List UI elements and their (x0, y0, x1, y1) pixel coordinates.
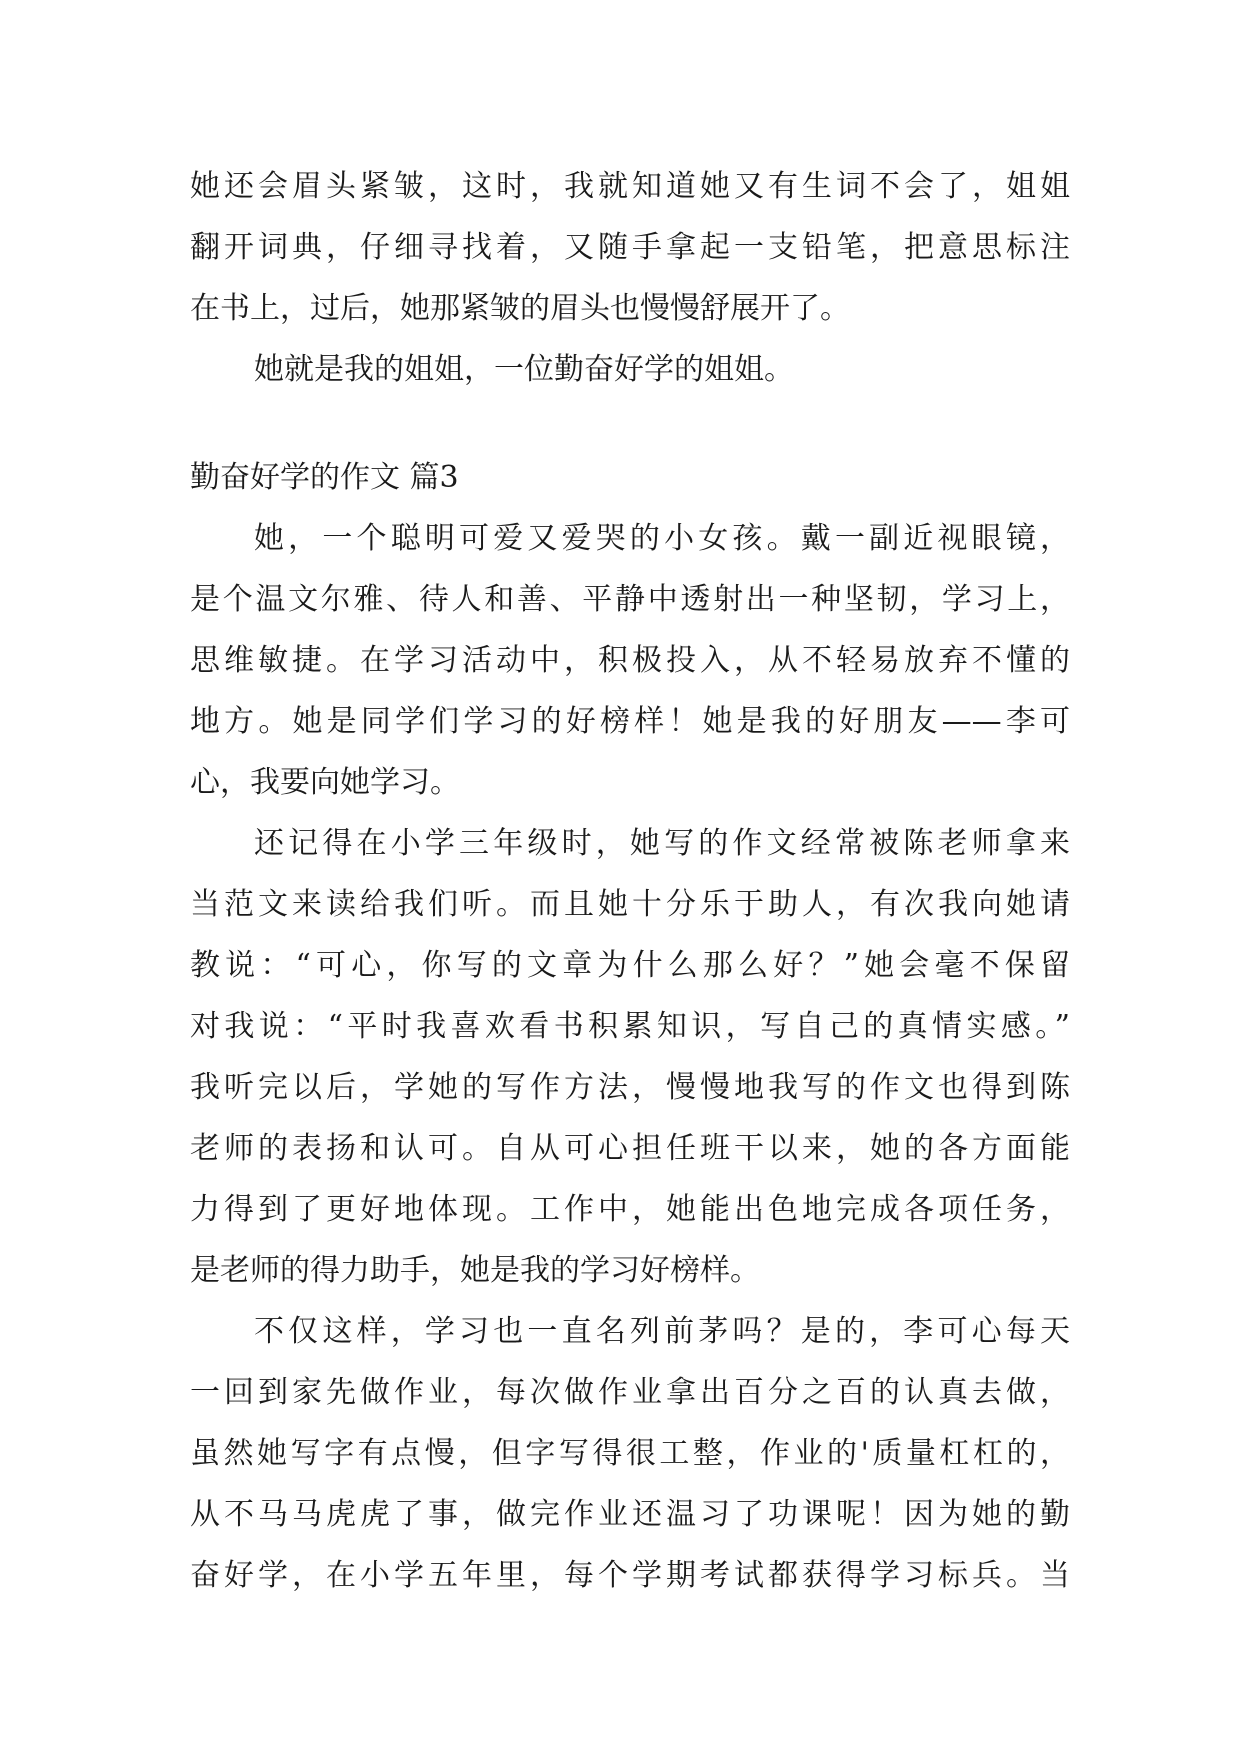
paragraph-2 (190, 813, 1070, 1301)
paragraph-3 (190, 1301, 1070, 1606)
text-line: 地方。她是同学们学习的好榜样！她是我的好朋友——李可 (190, 704, 1070, 739)
text-line: 是个温文尔雅、待人和善、平静中透射出一种坚韧，学习上， (190, 582, 1070, 617)
text-line: 在书上，过后，她那紧皱的眉头也慢慢舒展开了。 (190, 291, 850, 326)
text-line: 老师的表扬和认可。自从可心担任班干以来，她的各方面能 (190, 1131, 1070, 1166)
text-line: 当范文来读给我们听。而且她十分乐于助人，有次我向她请 (190, 887, 1070, 922)
text-line: 从不马马虎虎了事，做完作业还温习了功课呢！因为她的勤 (190, 1497, 1070, 1532)
text-line: 不仅这样，学习也一直名列前茅吗？是的，李可心每天 (254, 1314, 1070, 1349)
text-line: 教说：“可心，你写的文章为什么那么好？”她会毫不保留 (190, 948, 1070, 983)
text-line: 是老师的得力助手，她是我的学习好榜样。 (190, 1253, 760, 1288)
paragraph-closing (190, 339, 1070, 400)
text-line: 思维敏捷。在学习活动中，积极投入，从不轻易放弃不懂的 (190, 643, 1070, 678)
text-line: 虽然她写字有点慢，但字写得很工整，作业的'质量杠杠的， (190, 1436, 1070, 1471)
text-line: 奋好学，在小学五年里，每个学期考试都获得学习标兵。当 (190, 1558, 1070, 1593)
text-line: 心，我要向她学习。 (190, 765, 460, 800)
section-title: 勤奋好学的作文 篇3 (190, 460, 459, 495)
text-line: 她就是我的姐姐，一位勤奋好学的姐姐。 (254, 352, 794, 387)
text-line: 我听完以后，学她的写作方法，慢慢地我写的作文也得到陈 (190, 1070, 1070, 1105)
text-line: 还记得在小学三年级时，她写的作文经常被陈老师拿来 (254, 826, 1070, 861)
document-body (190, 156, 1070, 1606)
text-line: 对我说：“平时我喜欢看书积累知识，写自己的真情实感。” (190, 1009, 1070, 1044)
paragraph-1 (190, 508, 1070, 813)
text-line: 翻开词典，仔细寻找着，又随手拿起一支铅笔，把意思标注 (190, 230, 1070, 265)
text-line: 一回到家先做作业，每次做作业拿出百分之百的认真去做， (190, 1375, 1070, 1410)
paragraph-continuation (190, 156, 1070, 339)
text-line: 她还会眉头紧皱，这时，我就知道她又有生词不会了，姐姐 (190, 169, 1070, 204)
text-line: 她，一个聪明可爱又爱哭的小女孩。戴一副近视眼镜， (254, 521, 1070, 556)
text-line: 力得到了更好地体现。工作中，她能出色地完成各项任务， (190, 1192, 1070, 1227)
